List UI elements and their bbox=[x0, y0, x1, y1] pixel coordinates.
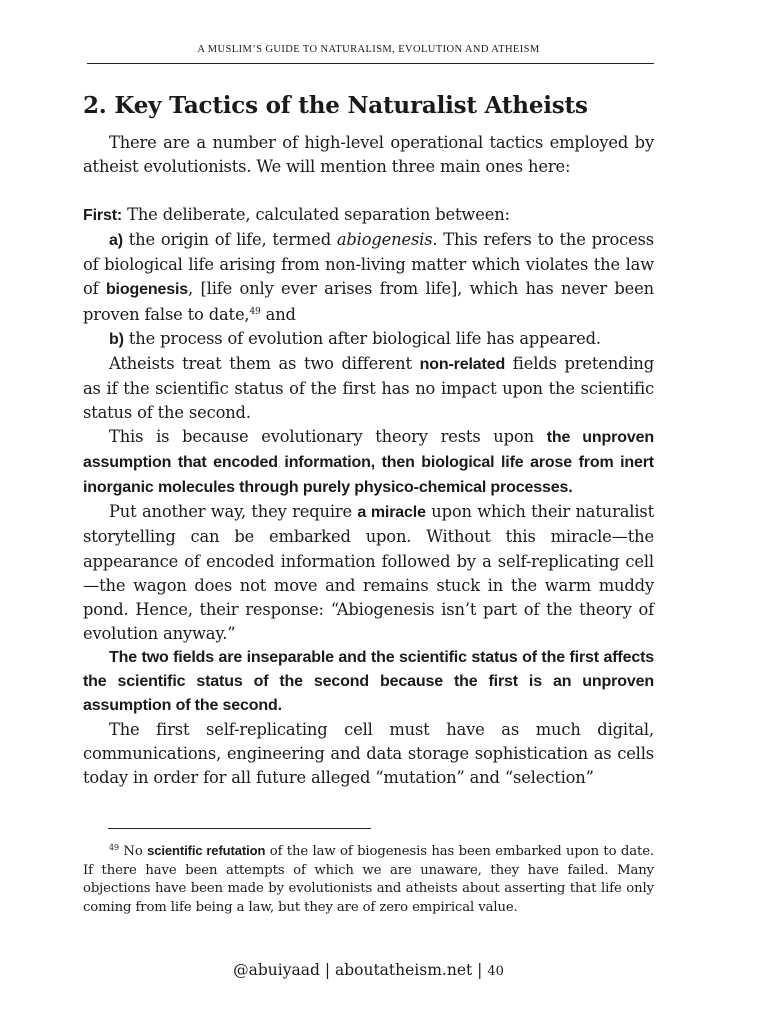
miracle-term: a miracle bbox=[357, 504, 426, 522]
footnote-bold-term: scientific refutation bbox=[147, 843, 266, 858]
first-paragraph bbox=[83, 203, 654, 228]
item-a-text-3: , [life only ever arises from life], which has never been proven false to date, bbox=[83, 279, 654, 324]
item-a-text-2: . This refers to the process of biological life arising from non-living matter which violates the law of bbox=[83, 230, 654, 299]
another-text-2: upon which their naturalist storytelling can be embarked upon. Without this miracle—the appearance of encoded information followed by a self-replicating cell—the wagon does not move and remains stuck in the warm muddy pond. Hence, their response: “Abiogenesis isn’t part of the theory of evolution anyway.” bbox=[83, 502, 654, 643]
cell-paragraph: The first self-replicating cell must have as much digital, communications, engineering and data storage sophistication as cells today in order for all future alleged “mutation” and “selection” bbox=[83, 720, 654, 788]
first-text: The deliberate, calculated separation between: bbox=[122, 205, 510, 225]
item-b-text: the process of evolution after biological life has appeared. bbox=[123, 328, 601, 348]
treat-text-1: Atheists treat them as two different bbox=[109, 353, 420, 373]
footnote bbox=[83, 842, 654, 918]
item-a-text-1: the origin of life, termed bbox=[122, 230, 337, 250]
footnote-text-2: of the law of biogenesis has been embarked upon to date. If there have been attempts of which we are unaware, they have failed. Many objections have been made by evolutionists and atheists about asserting that life only coming from life being a law, but they are of zero empirical value. bbox=[83, 844, 654, 916]
body-text bbox=[83, 131, 654, 790]
abiogenesis-term: abiogenesis bbox=[336, 230, 433, 250]
item-a-label: a) bbox=[109, 232, 123, 250]
footnote-divider bbox=[108, 828, 371, 829]
because-text: This is because evolutionary theory rests upon bbox=[109, 427, 547, 447]
page-footer bbox=[83, 961, 654, 979]
footnote-text-1: No bbox=[118, 844, 148, 859]
biogenesis-term: biogenesis bbox=[105, 281, 189, 299]
item-a-paragraph bbox=[83, 228, 654, 326]
item-a-text-4: and bbox=[260, 304, 296, 324]
intro-paragraph: There are a number of high-level operational tactics employed by atheist evolutionists. We will mention three main ones here: bbox=[83, 133, 654, 177]
footer-separator: | bbox=[319, 961, 335, 979]
non-related-term: non-related bbox=[419, 355, 506, 373]
header-divider bbox=[87, 63, 654, 64]
item-b-label: b) bbox=[109, 330, 124, 348]
because-paragraph bbox=[83, 425, 654, 500]
footer-separator-2: | bbox=[472, 961, 488, 979]
footnote-number: 49 bbox=[109, 843, 119, 852]
another-text-1: Put another way, they require bbox=[109, 502, 358, 522]
section-heading: 2. Key Tactics of the Naturalist Atheists bbox=[83, 92, 588, 119]
treat-text-2: fields pretending as if the scientific status of the first has no impact upon the scientific status of the second. bbox=[83, 353, 654, 422]
footer-site-link[interactable]: aboutatheism.net bbox=[334, 961, 473, 979]
item-b-paragraph bbox=[83, 327, 654, 352]
first-label: First: bbox=[83, 207, 123, 225]
because-bold-text: the unproven assumption that encoded information, then biological life arose from inert inorganic molecules through purely physico-chemical processes. bbox=[83, 429, 654, 497]
page-number: 40 bbox=[487, 964, 504, 979]
footnote-ref[interactable]: 49 bbox=[249, 306, 261, 317]
another-way-paragraph bbox=[83, 500, 654, 646]
running-header: A MUSLIM’S GUIDE TO NATURALISM, EVOLUTION AND ATHEISM bbox=[197, 44, 540, 55]
treat-paragraph bbox=[83, 352, 654, 425]
inseparable-paragraph: The two fields are inseparable and the scientific status of the first affects the scientific status of the second because the first is an unproven assumption of the second. bbox=[83, 648, 654, 715]
footer-handle: @abuiyaad bbox=[233, 961, 320, 979]
